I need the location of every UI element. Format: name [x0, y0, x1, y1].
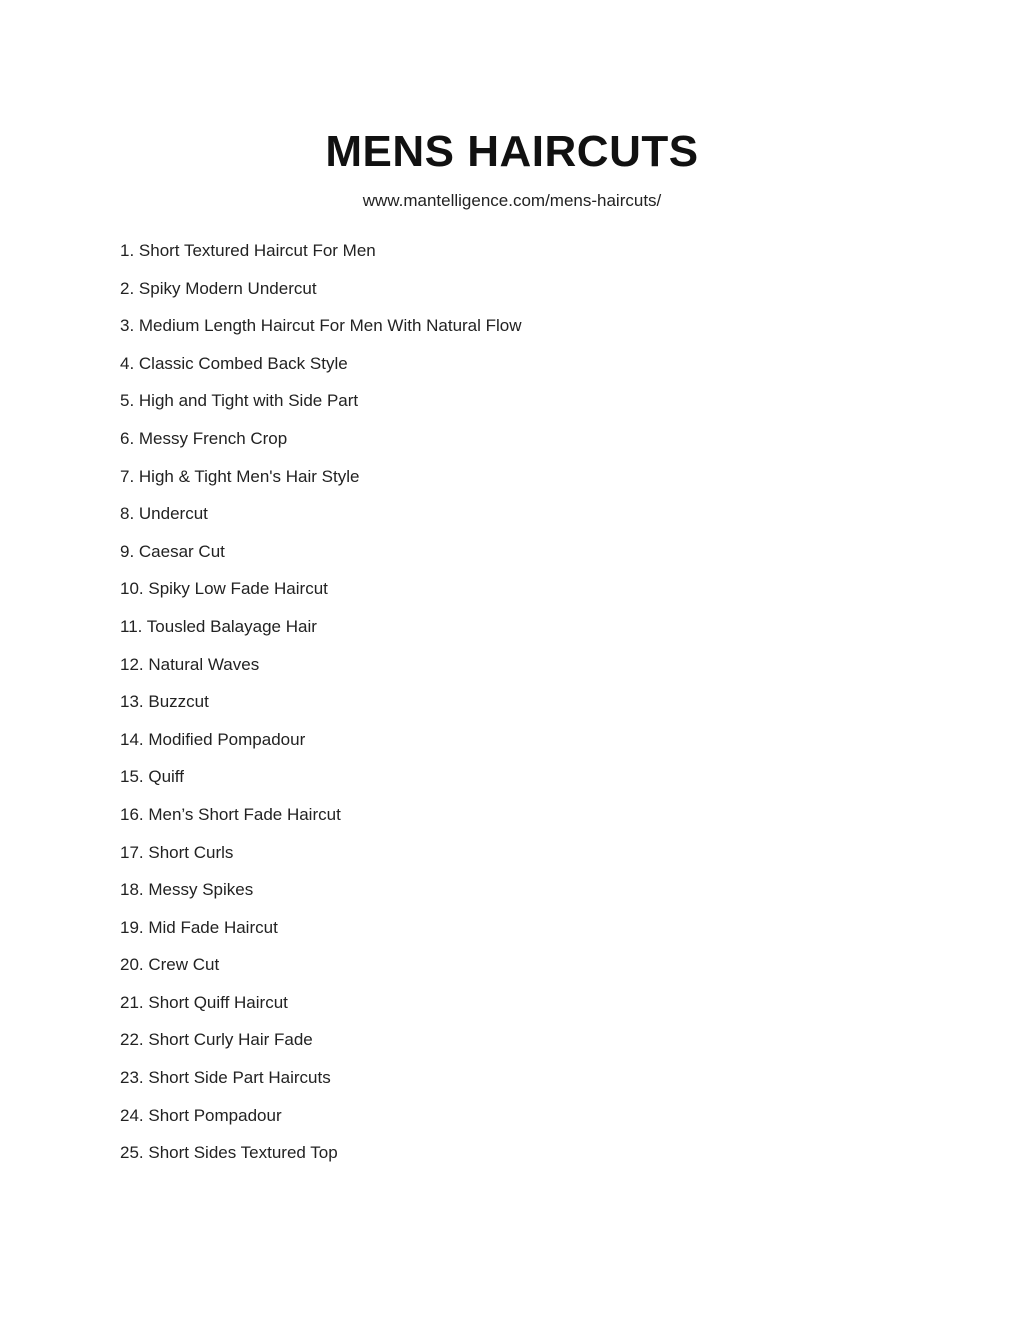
- list-item: 8. Undercut: [120, 504, 208, 524]
- list-item: 4. Classic Combed Back Style: [120, 353, 348, 373]
- list-item: 9. Caesar Cut: [120, 541, 225, 561]
- list-item: 21. Short Quiff Haircut: [120, 992, 288, 1012]
- list-item: 22. Short Curly Hair Fade: [120, 1030, 313, 1050]
- list-item: 18. Messy Spikes: [120, 880, 254, 900]
- list-item: 12. Natural Waves: [120, 654, 260, 674]
- list-item: 20. Crew Cut: [120, 955, 220, 975]
- list-item: 24. Short Pompadour: [120, 1105, 282, 1125]
- list-item: 2. Spiky Modern Undercut: [120, 278, 317, 298]
- list-item: 7. High & Tight Men's Hair Style: [120, 466, 360, 486]
- list-item: 25. Short Sides Textured Top: [120, 1143, 338, 1163]
- list-item: 5. High and Tight with Side Part: [120, 391, 359, 411]
- source-url: www.mantelligence.com/mens-haircuts/: [362, 191, 662, 210]
- page-title: MENS HAIRCUTS: [325, 127, 699, 176]
- list-item: 23. Short Side Part Haircuts: [120, 1068, 331, 1088]
- list-item: 1. Short Textured Haircut For Men: [120, 241, 376, 260]
- list-item: 15. Quiff: [120, 767, 184, 787]
- list-item: 10. Spiky Low Fade Haircut: [120, 579, 328, 599]
- haircut-list: [120, 240, 522, 1180]
- list-item: 16. Men’s Short Fade Haircut: [120, 804, 341, 824]
- list-item: 17. Short Curls: [120, 842, 234, 862]
- list-item: 14. Modified Pompadour: [120, 729, 306, 749]
- list-item: 19. Mid Fade Haircut: [120, 917, 278, 937]
- list-item: 11. Tousled Balayage Hair: [120, 616, 317, 636]
- list-item: 13. Buzzcut: [120, 692, 209, 712]
- list-item: 3. Medium Length Haircut For Men With Natural Flow: [120, 316, 522, 336]
- list-item: 6. Messy French Crop: [120, 428, 288, 448]
